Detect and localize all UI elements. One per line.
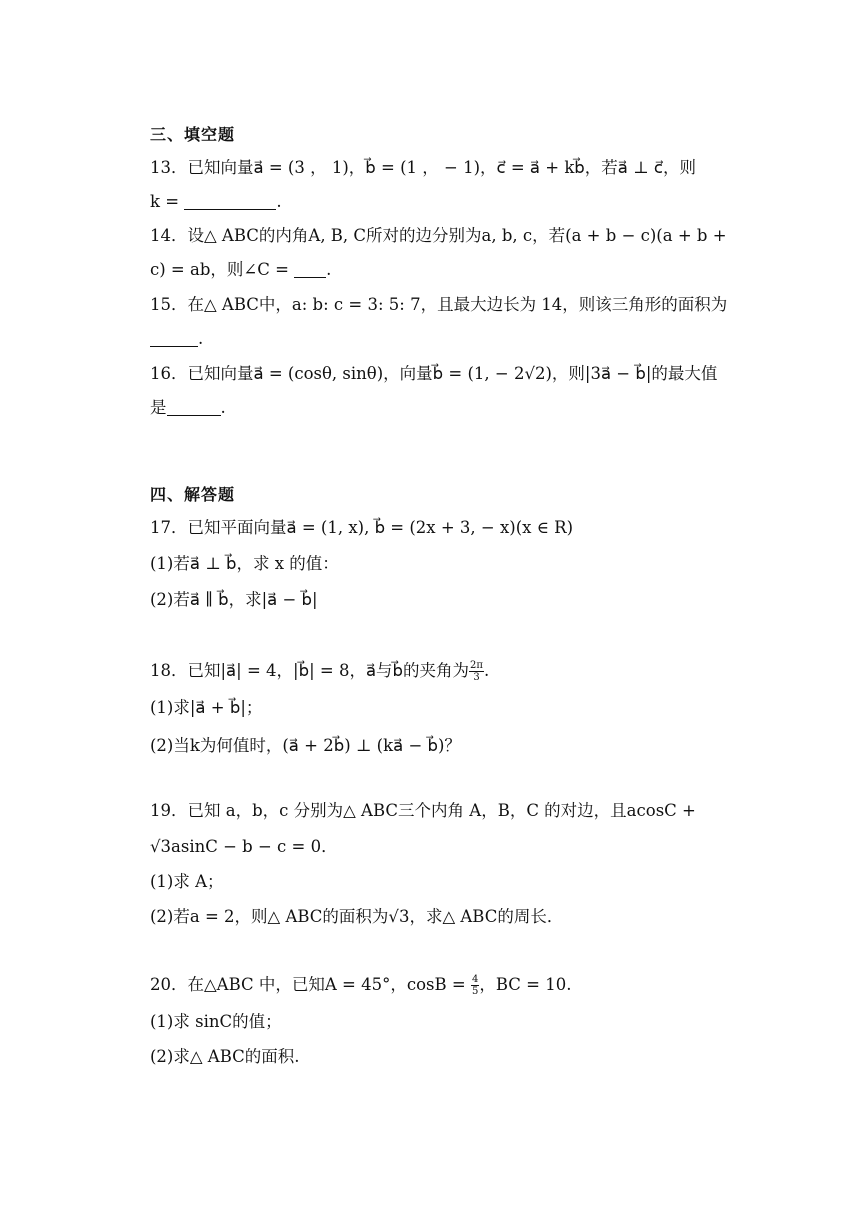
q16-line2-text: 是 [150,398,167,417]
q20-part2: (2)求△ ABC的面积. [150,1047,300,1066]
q18-frac-den: 3 [473,672,480,683]
q15-line1: 15．在△ ABC中，a: b: c = 3: 5: 7，且最大边长为 14，则该三角形的面积为 [150,295,728,314]
q20-frac-den: 5 [471,986,479,997]
q19-line1: 19．已知 a，b，c 分别为△ ABC三个内角 A，B，C 的对边，且acosC + [150,801,696,820]
section-answer-title: 四、解答题 [150,485,236,504]
q19-line2: √3asinC − b − c = 0． [150,837,338,856]
q18-line1-text: 18．已知|a⃗| = 4，|b⃗| = 8，a⃗与b⃗的夹角为 [150,661,470,680]
q16-line2 [150,398,226,418]
q17-part2: (2)若a⃗ ∥ b⃗，求|a⃗ − b⃗| [150,590,318,609]
q15-answer-blank [150,330,198,347]
q17-part1: (1)若a⃗ ⊥ b⃗，求 x 的值： [150,554,339,573]
q15-line2-end: . [198,329,204,348]
q18-angle-fraction [469,660,484,683]
q13-line2 [150,192,282,212]
q13-line1: 13．已知向量a⃗ = (3 ， 1)，b⃗ = (1 ， − 1)，c⃗ = a⃗ + kb⃗，若a⃗ ⊥ c⃗，则 [150,158,696,177]
q16-line1: 16．已知向量a⃗ = (cosθ, sinθ)，向量b⃗ = (1, − 2√2)，则|3a⃗ − b⃗|的最大值 [150,364,718,383]
q13-line2-text: k = [150,192,185,211]
q20-frac-num: 4 [471,974,479,985]
q13-line2-end: . [276,192,282,211]
q19-part2: (2)若a = 2，则△ ABC的面积为√3，求△ ABC的周长． [150,907,564,926]
q16-line2-end: . [220,398,226,417]
q14-line2-text: c) = ab，则∠C = [150,260,295,279]
q20-part1: (1)求 sinC的值； [150,1012,282,1031]
q18-frac-num: 2π [470,660,483,671]
q19-part1: (1)求 A； [150,872,224,891]
q18-part2: (2)当k为何值时，(a⃗ + 2b⃗) ⊥ (ka⃗ − b⃗)？ [150,736,461,755]
section-fill-in-title: 三、填空题 [150,125,236,144]
q18-part1: (1)求|a⃗ + b⃗|； [150,698,263,717]
q18-line1 [150,660,489,683]
q14-answer-blank [294,261,326,278]
q14-line1: 14．设△ ABC的内角A, B, C所对的边分别为a, b, c，若(a + b − c)(a + b + [150,226,727,245]
q20-line1 [150,974,571,997]
q13-answer-blank [184,193,276,210]
q18-line1-end: . [483,661,490,680]
q14-line2 [150,260,331,280]
q20-line1-a: 20．在△ABC 中，已知A = 45°，cosB = [150,975,471,994]
q15-line2 [150,329,203,349]
q17-line1: 17．已知平面向量a⃗ = (1, x), b⃗ = (2x + 3, − x)(x ∈ R) [150,518,574,537]
q20-line1-b: ，BC = 10. [479,975,572,994]
q14-line2-end: . [326,260,332,279]
q16-answer-blank [167,399,221,416]
